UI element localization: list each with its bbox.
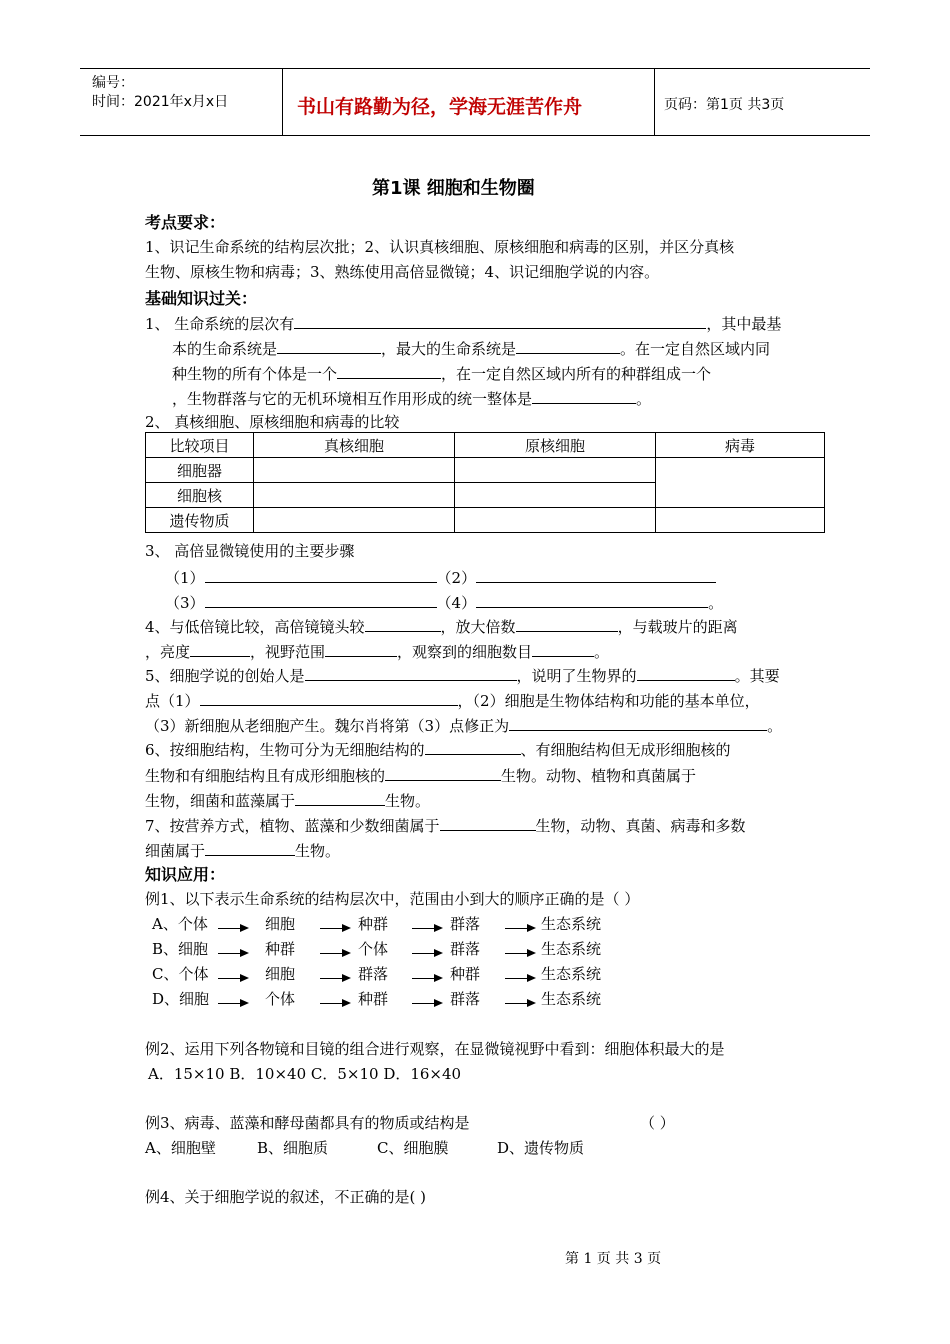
q4-text-g: 。: [594, 643, 610, 661]
ex1-option-1-term-3: 群落: [450, 940, 481, 958]
q4-line-1: [145, 615, 738, 637]
page-title: 第1课 细胞和生物圈: [372, 178, 535, 199]
q1-text-i: 。: [636, 390, 652, 408]
q1-text-d: ，最大的生命系统是: [381, 340, 517, 358]
q1-text-h: ，生物群落与它的无机环境相互作用形成的统一整体是: [172, 390, 533, 408]
ex1-option-0-term-1: 细胞: [265, 915, 296, 933]
requirements-line-1: 1、识记生命系统的结构层次批；2、认识真核细胞、原核细胞和病毒的区别，并区分真核: [145, 238, 735, 256]
q6-line-1: [145, 738, 731, 760]
q4-text-f: ，观察到的细胞数目: [397, 643, 533, 661]
q5-text-f: （3）新细胞从老细胞产生。魏尔肖将第（3）点修正为: [145, 717, 510, 735]
q5-blank-point-1[interactable]: [200, 689, 458, 706]
table-cell[interactable]: [455, 483, 656, 508]
ex1-option-2-term-1: 细胞: [265, 965, 296, 983]
ex2-question: 例2、运用下列各物镜和目镜的组合进行观察，在显微镜视野中看到：细胞体积最大的是: [145, 1040, 725, 1058]
q5-blank-founders[interactable]: [305, 664, 517, 681]
table-cell[interactable]: [254, 458, 455, 483]
ex3-option-a: A、细胞壁: [145, 1139, 216, 1157]
ex1-option-0-term-4: 生态系统: [541, 915, 602, 933]
arrow-right-icon: [412, 919, 442, 929]
q1-blank-ecosystem[interactable]: [532, 387, 636, 404]
table-header-eukaryote: 真核细胞: [254, 433, 455, 458]
q1-blank-basic[interactable]: [277, 337, 381, 354]
ex3-option-b: B、细胞质: [257, 1139, 329, 1157]
table-cell[interactable]: [254, 508, 455, 533]
table-cell[interactable]: [656, 508, 825, 533]
ex3-question: 例3、病毒、蓝藻和酵母菌都具有的物质或结构是: [145, 1114, 470, 1132]
q1-text-g: ，在一定自然区域内所有的种群组成一个: [441, 365, 712, 383]
q3-blank-2[interactable]: [476, 566, 716, 583]
q1-line-1: [145, 312, 781, 334]
ex1-option-1-term-0[interactable]: B、细胞: [152, 940, 209, 958]
arrow-right-icon: [412, 969, 442, 979]
q6-blank-prokaryotic[interactable]: [295, 789, 385, 806]
table-row-label: 细胞器: [146, 458, 254, 483]
table-cell[interactable]: [254, 483, 455, 508]
q7-blank-heterotroph[interactable]: [205, 839, 295, 856]
q5-text-d: 点（1）: [145, 692, 200, 710]
q7-text-b: 生物，动物、真菌、病毒和多数: [535, 817, 746, 835]
q1-text-a: 1、 生命系统的层次有: [145, 315, 295, 333]
q3-line-1: [165, 566, 716, 588]
ex1-option-0-term-3: 群落: [450, 915, 481, 933]
header-bottom-rule: [80, 135, 870, 136]
header-number: 编号：: [92, 75, 134, 91]
table-cell[interactable]: [455, 458, 656, 483]
ex1-option-3-term-0[interactable]: D、细胞: [152, 990, 210, 1008]
q3-blank-4[interactable]: [476, 591, 708, 608]
ex1-option-2-term-0[interactable]: C、个体: [152, 965, 209, 983]
table-header-item: 比较项目: [146, 433, 254, 458]
q5-line-1: [145, 664, 780, 686]
q4-text-e: ，视野范围: [250, 643, 326, 661]
q5-blank-unity[interactable]: [637, 664, 735, 681]
q3-blank-3[interactable]: [205, 591, 437, 608]
q5-line-3: [145, 714, 782, 736]
q3-label: 3、 高倍显微镜使用的主要步骤: [145, 542, 355, 560]
q6-line-2: [145, 764, 696, 786]
ex3-option-d: D、遗传物质: [497, 1139, 585, 1157]
comparison-table: [145, 432, 825, 533]
arrow-right-icon: [218, 969, 248, 979]
basics-heading: 基础知识过关：: [145, 289, 258, 308]
q4-text-d: ，亮度: [145, 643, 191, 661]
ex1-option-3-term-3: 群落: [450, 990, 481, 1008]
header-divider-left: [282, 68, 283, 136]
arrow-right-icon: [218, 994, 248, 1004]
table-cell[interactable]: [455, 508, 656, 533]
q4-blank-count[interactable]: [532, 640, 594, 657]
q5-line-2: [145, 689, 760, 711]
arrow-right-icon: [320, 994, 350, 1004]
ex1-option-2-term-2: 群落: [358, 965, 389, 983]
arrow-right-icon: [412, 944, 442, 954]
ex2-options: A．15×10 B．10×40 C．5×10 D．16×40: [148, 1065, 462, 1083]
q3-step-3: （3）: [165, 594, 205, 612]
ex3-answer-paren: （ ）: [640, 1114, 675, 1132]
arrow-right-icon: [320, 969, 350, 979]
q7-text-a: 7、按营养方式，植物、蓝藻和少数细菌属于: [145, 817, 440, 835]
q1-line-2: [172, 337, 770, 359]
q6-text-f: 生物。: [385, 792, 431, 810]
ex1-option-1-term-2: 个体: [358, 940, 389, 958]
q7-text-d: 生物。: [295, 842, 341, 860]
table-header-virus: 病毒: [656, 433, 825, 458]
ex3-option-c: C、细胞膜: [377, 1139, 449, 1157]
arrow-right-icon: [505, 994, 535, 1004]
ex4-question: 例4、关于细胞学说的叙述，不正确的是( ): [145, 1188, 427, 1206]
q5-text-a: 5、细胞学说的创始人是: [145, 667, 305, 685]
q7-text-c: 细菌属于: [145, 842, 206, 860]
q4-text-c: ，与载玻片的距离: [617, 618, 738, 636]
ex1-option-3-term-4: 生态系统: [541, 990, 602, 1008]
q7-line-2: [145, 839, 340, 861]
q1-blank-levels[interactable]: [294, 312, 706, 329]
q1-blank-population[interactable]: [337, 362, 441, 379]
arrow-right-icon: [505, 944, 535, 954]
q1-text-c: 本的生命系统是: [172, 340, 278, 358]
q5-blank-revision[interactable]: [509, 714, 767, 731]
ex1-option-2-term-4: 生态系统: [541, 965, 602, 983]
application-heading: 知识应用：: [145, 865, 226, 884]
table-cell[interactable]: [656, 458, 825, 508]
ex1-option-3-term-1: 个体: [265, 990, 296, 1008]
table-row-label: 遗传物质: [146, 508, 254, 533]
ex1-option-1-term-4: 生态系统: [541, 940, 602, 958]
table-header-prokaryote: 原核细胞: [455, 433, 656, 458]
q3-blank-1[interactable]: [205, 566, 437, 583]
arrow-right-icon: [218, 944, 248, 954]
table-row-label: 细胞核: [146, 483, 254, 508]
q4-blank-field[interactable]: [325, 640, 397, 657]
q4-blank-brightness[interactable]: [190, 640, 250, 657]
q1-text-b: ，其中最基: [706, 315, 782, 333]
q4-blank-length[interactable]: [365, 615, 441, 632]
q1-text-e: 。在一定自然区域内同: [620, 340, 771, 358]
q4-text-b: ，放大倍数: [440, 618, 516, 636]
q3-end: 。: [708, 594, 724, 612]
q4-blank-magnification[interactable]: [516, 615, 618, 632]
arrow-right-icon: [320, 944, 350, 954]
q6-text-a: 6、按细胞结构，生物可分为无细胞结构的: [145, 741, 425, 759]
ex1-option-3-term-2: 种群: [358, 990, 389, 1008]
q6-text-c: 生物和有细胞结构且有成形细胞核的: [145, 767, 386, 785]
ex1-question: 例1、以下表示生命系统的结构层次中，范围由小到大的顺序正确的是（ ）: [145, 890, 640, 908]
header-divider-right: [654, 68, 655, 136]
q1-blank-largest[interactable]: [516, 337, 620, 354]
header-motto: 书山有路勤为径，学海无涯苦作舟: [297, 96, 583, 118]
q6-line-3: [145, 789, 430, 811]
q1-line-3: [172, 362, 711, 384]
ex1-option-2-term-3: 种群: [450, 965, 481, 983]
arrow-right-icon: [218, 919, 248, 929]
q3-step-1: （1）: [165, 569, 205, 587]
q6-text-d: 生物。动物、植物和真菌属于: [501, 767, 697, 785]
q7-blank-autotroph[interactable]: [440, 814, 536, 831]
q2-label: 2、 真核细胞、原核细胞和病毒的比较: [145, 413, 400, 431]
requirements-line-2: 生物、原核生物和病毒；3、熟练使用高倍显微镜；4、识记细胞学说的内容。: [145, 263, 660, 281]
q3-step-4: （4）: [436, 594, 477, 612]
q1-text-f: 种生物的所有个体是一个: [172, 365, 338, 383]
q4-text-a: 4、与低倍镜比较，高倍镜镜头较: [145, 618, 365, 636]
arrow-right-icon: [505, 969, 535, 979]
header-page: 页码：第1页 共3页: [664, 97, 785, 113]
q5-text-e: ，（2）细胞是生物体结构和功能的基本单位，: [457, 692, 760, 710]
q6-text-b: 、有细胞结构但无成形细胞核的: [520, 741, 731, 759]
header-date: 时间：2021年x月x日: [92, 94, 229, 110]
ex1-option-0-term-0[interactable]: A、个体: [152, 915, 208, 933]
arrow-right-icon: [505, 919, 535, 929]
arrow-right-icon: [320, 919, 350, 929]
q1-line-4: [172, 387, 651, 409]
q5-text-c: 。其要: [734, 667, 780, 685]
ex1-option-0-term-2: 种群: [358, 915, 389, 933]
q5-text-g: 。: [767, 717, 783, 735]
q3-step-2: （2）: [436, 569, 477, 587]
q6-blank-eukaryotic[interactable]: [385, 764, 501, 781]
ex1-option-1-term-1: 种群: [265, 940, 296, 958]
q7-line-1: [145, 814, 746, 836]
q5-text-b: ，说明了生物界的: [516, 667, 637, 685]
requirements-heading: 考点要求：: [145, 213, 226, 232]
q3-line-2: [165, 591, 723, 613]
q6-blank-acellular[interactable]: [425, 738, 521, 755]
page-footer: 第 1 页 共 3 页: [565, 1251, 662, 1267]
header-top-rule: [80, 68, 870, 69]
q6-text-e: 生物，细菌和蓝藻属于: [145, 792, 296, 810]
arrow-right-icon: [412, 994, 442, 1004]
q4-line-2: [145, 640, 609, 662]
